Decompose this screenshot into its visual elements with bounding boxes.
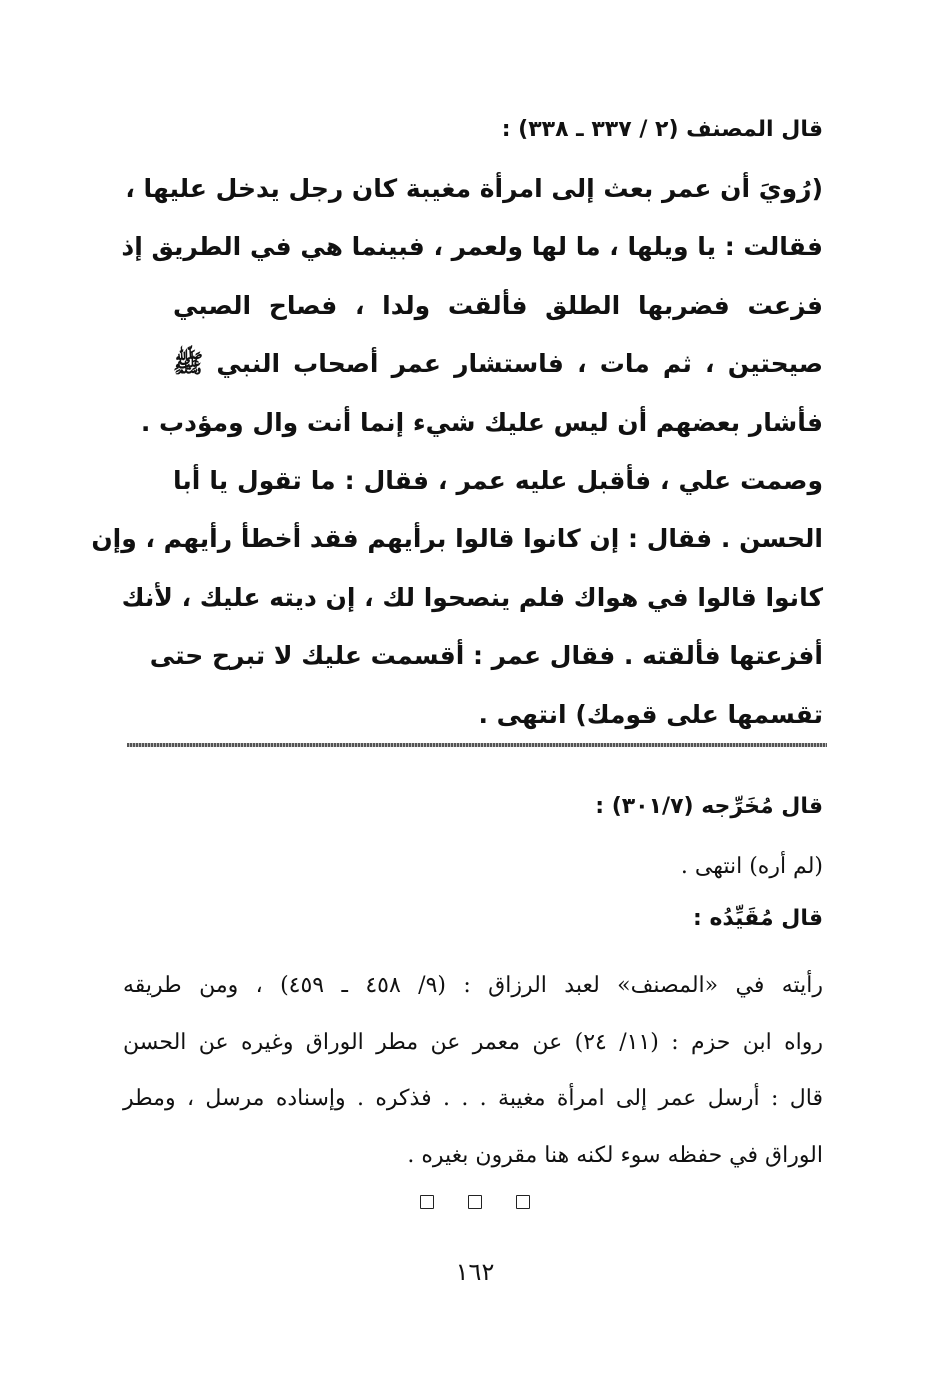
quote-line: وصمت علي ، فأقبل عليه عمر ، فقال : ما تقول يا أبا [173,465,823,495]
commentary-line: رواه ابن حزم : (١١/ ٢٤) عن معمر عن مطر الوراق وغيره عن الحسن [123,1029,824,1055]
square-icon [420,1195,434,1209]
quote-line: تقسمها على قومك) انتهى . [478,699,823,729]
section-heading-commentator: قال مُقَيِّدُه : [692,906,823,931]
end-separator [0,1195,950,1209]
quote-line: فقالت : يا ويلها ، ما لها ولعمر ، فبينما هي في الطريق إذ [121,232,823,262]
commentary-line: الوراق في حفظه سوء لكنه هنا مقرون بغيره . [407,1142,823,1168]
commentary-line: قال : أرسل عمر إلى امرأة مغيبة . . . فذكره . وإسناده مرسل ، ومطر [123,1086,823,1111]
section-heading-author: قال المصنف (٢ / ٣٣٧ ـ ٣٣٨) : [501,117,823,142]
quote-line: فأشار بعضهم أن ليس عليك شيء إنما أنت وال ومؤدب . [140,407,823,437]
page-number: ١٦٢ [455,1258,495,1286]
section-divider [127,743,827,747]
quote-line: (رُويَ أن عمر بعث إلى امرأة مغيبة كان رجل يدخل عليها ، [125,174,823,203]
quote-line: صيحتين ، ثم مات ، فاستشار عمر أصحاب النبي ﷺ [173,349,823,379]
quote-line: الحسن . فقال : إن كانوا قالوا برأيهم فقد أخطأ رأيهم ، وإن [91,524,823,554]
quote-line: فزعت فضربها الطلق فألقت ولدا ، فصاح الصبي [173,290,823,320]
quote-line: أفزعتها فألقته . فقال عمر : أقسمت عليك لا تبرح حتى [149,641,823,671]
commentary-paragraph [123,958,823,1184]
quote-line: كانوا قالوا في هواك فلم ينصحوا لك ، إن ديته عليك ، لأنك [121,582,823,612]
section-heading-takhrij: قال مُخَرِّجه (٣٠١/٧) : [595,794,823,819]
square-icon [468,1195,482,1209]
takhrij-text: (لم أره) انتهى . [680,854,823,879]
quoted-narration [91,160,823,744]
commentary-line: رأيته في «المصنف» لعبد الرزاق : (٩/ ٤٥٨ ـ ٤٥٩) ، ومن طريقه [123,973,824,998]
square-icon [516,1195,530,1209]
